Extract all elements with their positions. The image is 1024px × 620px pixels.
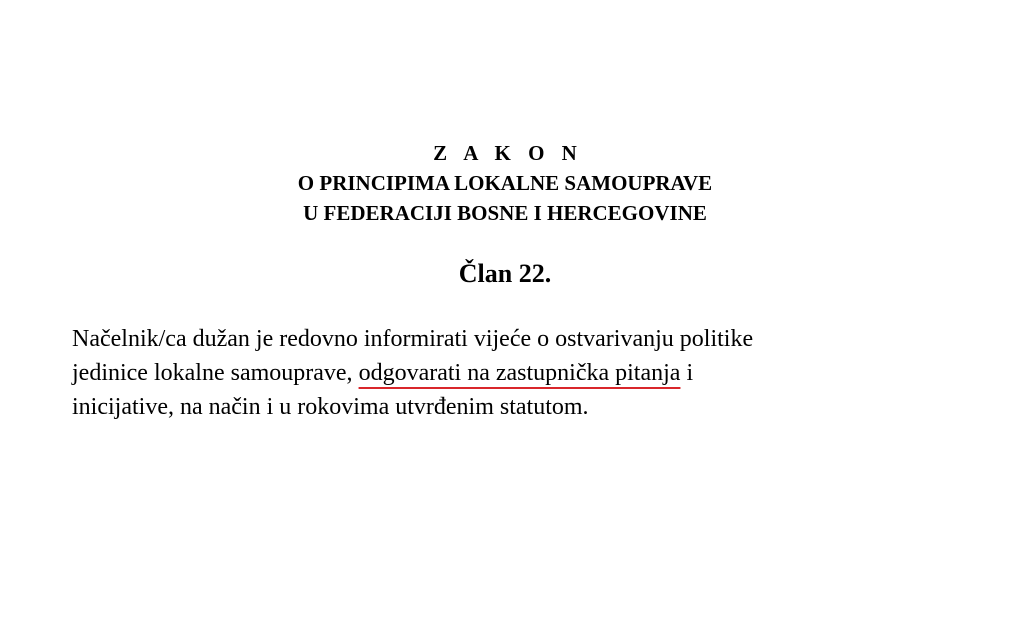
- paragraph-line-2-start: jedinice lokalne samouprave,: [72, 360, 359, 386]
- law-title-line-2: U FEDERACIJI BOSNE I HERCEGOVINE: [303, 201, 707, 225]
- paragraph-line-1: Načelnik/ca dužan je redovno informirati vijeće o ostvarivanju politike: [72, 326, 754, 352]
- article-paragraph: [72, 322, 972, 424]
- law-word: Z A K O N: [433, 141, 583, 165]
- paragraph-line-2-end: i: [680, 360, 694, 386]
- paragraph-line-3: inicijative, na način i u rokovima utvrđenim statutom.: [72, 394, 589, 420]
- paragraph-line-2: [72, 356, 972, 390]
- law-title-line-1: O PRINCIPIMA LOKALNE SAMOUPRAVE: [297, 171, 713, 195]
- underlined-phrase: odgovarati na zastupnička pitanja: [358, 360, 681, 386]
- article-heading: Član 22.: [458, 259, 552, 288]
- law-header: [0, 138, 1010, 228]
